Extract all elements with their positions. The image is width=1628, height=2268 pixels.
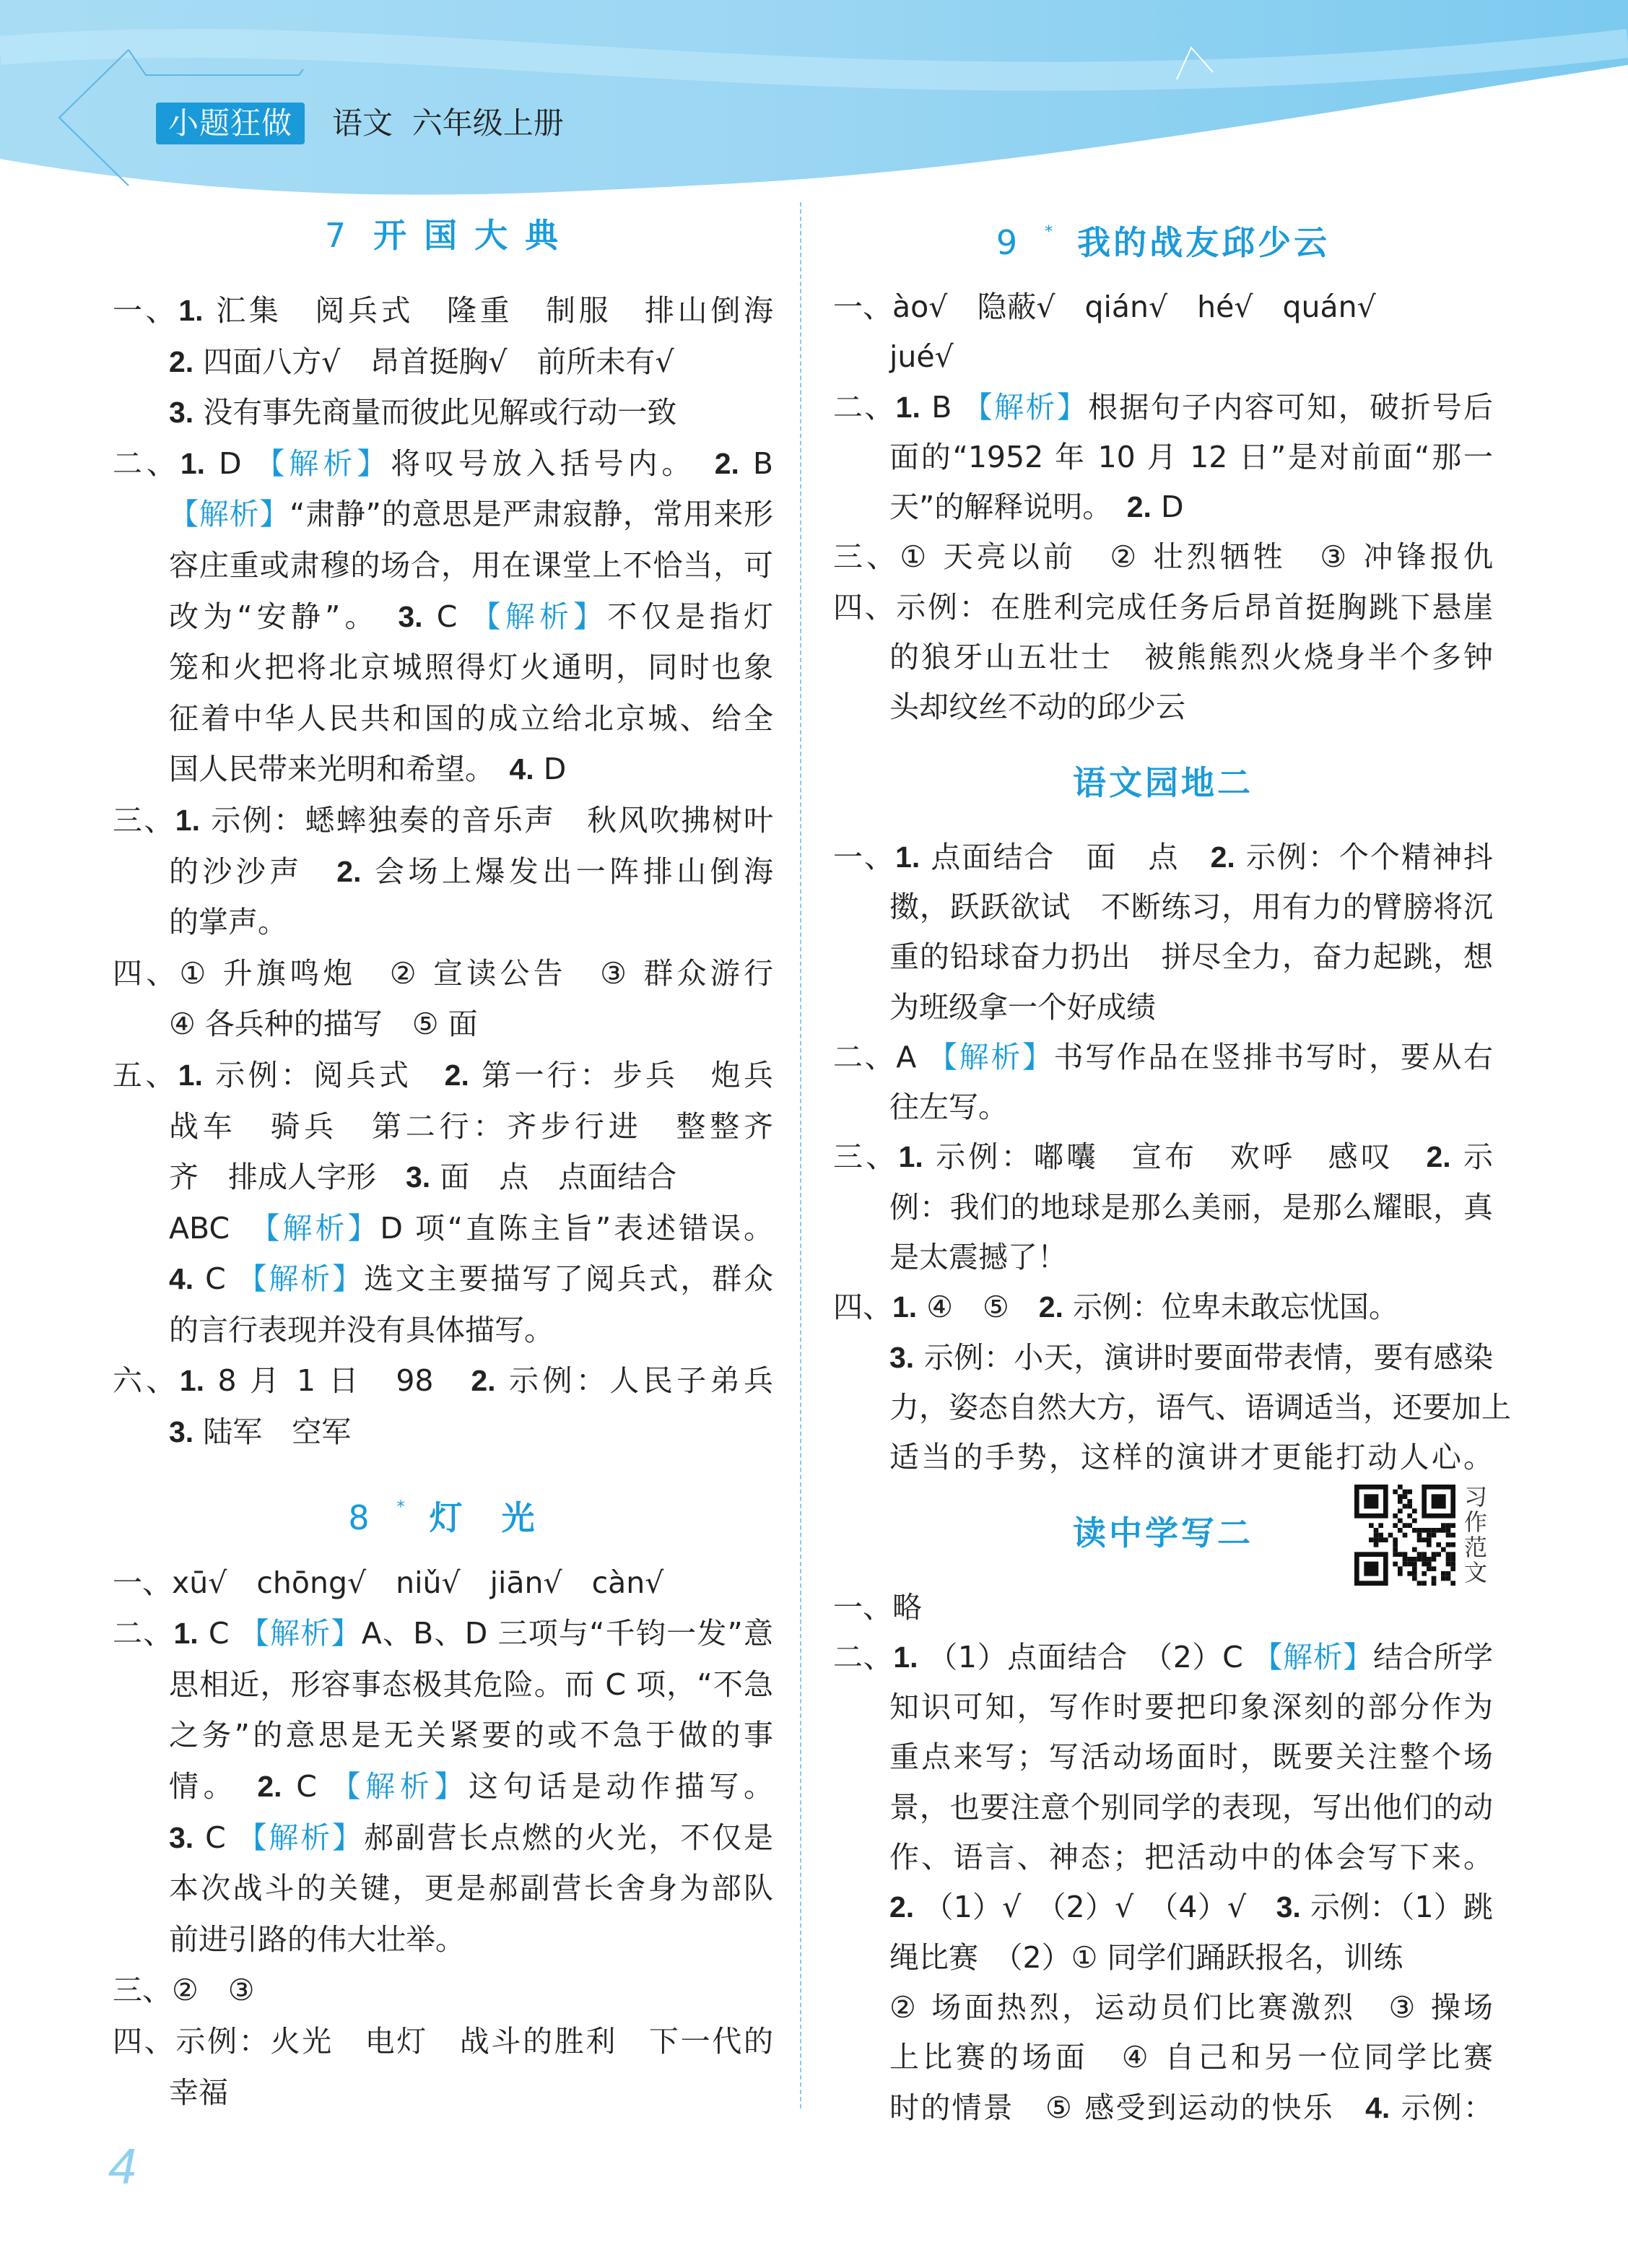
answer-text: 的狼牙山五壮士 被熊熊烈火烧身半个多钟 [889,640,1493,675]
answer-line [113,336,773,388]
answer-line [113,387,773,438]
question-number: 1. [175,803,200,837]
answer-text: 绳比赛 （2）① 同学们踊跃报名，训练 [889,1939,1403,1975]
answer-text: 例：我们的地球是那么美丽，是那么耀眼，真 [889,1189,1493,1225]
qr-label: 习作范文 [1463,1483,1487,1586]
question-number: 2. [257,1770,282,1804]
answer-text: 力，姿态自然大方，语气、语调适当，还要加上 [889,1389,1511,1425]
answer-line [833,583,1493,633]
answer-text: 重点来写；写活动场面时，既要关注整个场 [889,1739,1493,1775]
answer-text: 面 点 点面结合 [430,1160,677,1195]
answer-line [113,1965,773,2016]
answer-line [113,1254,773,1305]
answer-text: “肃静”的意思是严肃寂静，常用来形 [290,497,774,532]
answer-line [833,1732,1493,1782]
answer-line [113,1152,773,1203]
question-number: 2. [1210,840,1235,874]
answer-text: C [193,1820,238,1855]
answer-line [833,1583,1493,1633]
answer-line [833,1882,1493,1932]
right-column [833,183,1511,2133]
question-number: 1. [173,1617,199,1651]
answer-text: 天”的解释说明。 [889,490,1127,525]
qr-code-icon[interactable] [1354,1485,1455,1586]
answer-text: 三、② ③ [113,1973,255,2008]
answer-text: 之务”的意思是无关紧要的或不急于做的事 [169,1718,773,1753]
answer-text: 一、ào√ 隐蔽√ qián√ hé√ quán√ [833,290,1376,324]
answer-text: 示 [1450,1139,1494,1175]
analysis-tag: 【解析】 [255,446,391,481]
answer-line [113,1812,773,1864]
answer-text: 思相近，形容事态极其危险。而 C 项，“不急 [169,1667,773,1702]
answer-text: B [739,446,774,481]
answer-text: 前进引路的伟大壮举。 [169,1921,465,1957]
answer-line [113,1659,773,1711]
optional-star: * [396,1498,408,1516]
question-number: 1. [180,446,206,480]
answer-line [833,1082,1493,1132]
answer-text: 第一行：步兵 炮兵 [469,1057,773,1092]
answer-line [833,2033,1493,2082]
answer-text: 结合所学 [1373,1639,1493,1674]
question-number: 1. [895,840,920,874]
answer-line [113,1050,773,1101]
section-number: 7 [324,216,349,255]
answer-text: 征着中华人民共和国的成立给北京城、给全 [169,700,773,736]
answer-text: 的言行表现并没有具体描写。 [169,1312,554,1347]
analysis-tag: 【解析】 [237,1261,364,1297]
answer-text: 选文主要描写了阅兵式，群众 [363,1261,773,1297]
answer-text: 头却纹丝不动的邱少云 [889,690,1185,725]
answer-text: 适当的手势，这样的演讲才更能打动人心。 [889,1440,1493,1475]
answer-text: 汇集 阅兵式 隆重 制服 排山倒海 [203,293,773,328]
answer-text: 一、 [833,839,896,874]
answer-text: ABC [169,1210,266,1246]
answer-text: B [920,389,963,425]
answer-text: 示例：人民子弟兵 [495,1363,773,1399]
answer-line [833,1633,1493,1682]
answer-line [113,1203,773,1254]
answer-text: C [422,599,471,634]
answer-line [833,1783,1493,1833]
answer-text: 示例：（1）跳 [1300,1890,1493,1925]
answer-line [833,1983,1493,2033]
answer-line [113,1710,773,1761]
answer-text: 四、示例：在胜利完成任务后昂首挺胸跳下悬崖 [833,589,1493,625]
answer-text: 四、① 升旗鸣炮 ② 宣读公告 ③ 群众游行 [113,955,773,991]
answer-text: 时的情景 ⑤ 感受到运动的快乐 [889,2090,1366,2125]
answer-text: C [193,1261,238,1297]
section-heading [833,733,1493,833]
column-divider [800,202,801,2108]
answer-text: 不仅是指灯 [607,599,774,634]
question-number: 2. [714,446,739,480]
question-number: 4. [509,752,534,786]
answer-text: 四、 [833,1290,892,1325]
answer-line [833,1033,1493,1082]
answer-line [113,591,773,643]
question-number: 2. [1426,1140,1451,1174]
answer-line [833,882,1493,932]
section-title: 我的战友邱少云 [1077,223,1331,262]
answer-line [113,2067,773,2119]
answer-line [113,999,773,1050]
answer-line [833,983,1493,1033]
answer-line [113,1608,773,1659]
answer-text: 示例：个个精神抖 [1235,839,1493,874]
answer-text: 齐 排成人字形 [169,1160,406,1195]
answer-text: 根据句子内容可知，破折号后 [1088,389,1494,425]
answer-text: 示例： [1390,2090,1493,2125]
answer-line [113,438,773,490]
answer-text: 知识可知，写作时要把印象深刻的部分作为 [889,1690,1493,1725]
answer-text: 二、 [113,446,180,481]
answer-text: 战车 骑兵 第二行：齐步行进 整整齐 [169,1108,773,1144]
answer-text: 四面八方√ 昂首挺胸√ 前所未有√ [193,344,674,379]
section-heading [833,183,1493,282]
question-number: 1. [895,390,920,424]
section-title: 语文园地二 [1073,762,1253,802]
answer-line [833,1233,1493,1282]
answer-text: C [198,1616,240,1651]
answer-line [833,932,1493,982]
question-number: 2. [169,344,194,378]
question-number: 1. [892,1290,918,1324]
answer-line [833,433,1493,482]
section-title: 开 国 大 典 [373,216,562,255]
answer-line [113,489,773,540]
answer-text: 六、 [113,1363,180,1399]
answer-text: 面的“1952 年 10 月 12 日”是对前面“那一 [889,439,1493,474]
analysis-tag: 【解析】 [962,389,1089,425]
answer-line [833,1183,1493,1233]
answer-line [113,1914,773,1965]
answer-line [113,1101,773,1152]
answer-text: A、B、D 三项与“千钧一发”意 [361,1616,774,1651]
section-heading [113,186,773,285]
question-number: 3. [889,1340,915,1374]
answer-text: 是太震撼了！ [889,1240,1067,1275]
answer-text: C [282,1769,331,1804]
answer-text: 一、 [113,293,179,328]
answer-text: jué√ [889,339,954,375]
answer-line [113,948,773,999]
answer-text: 将叹号放入括号内。 [391,446,715,481]
answer-text: 本次战斗的关键，更是郝副营长舍身为部队 [169,1871,773,1906]
answer-text: D [1151,490,1184,525]
answer-text: 四、示例：火光 电灯 战斗的胜利 下一代的 [113,2024,773,2059]
answer-text: 一、略 [833,1589,922,1625]
answer-text: 示例：蟋蟀独奏的音乐声 秋风吹拂树叶 [199,802,774,838]
answer-line [113,897,773,948]
answer-line [113,1557,773,1609]
question-number: 1. [178,294,204,327]
section-number: 8 [348,1498,373,1537]
left-column [113,186,773,2118]
answer-text: （1）点面结合 （2）C [918,1639,1253,1674]
answer-text: 二、A [833,1039,928,1074]
answer-text: D 项“直陈主旨”表述错误。 [380,1210,774,1246]
answer-line [833,1333,1493,1383]
analysis-tag: 【解析】 [237,1820,364,1855]
question-number: 2. [889,1890,915,1924]
answer-text: 容庄重或肃穆的场合，用在课堂上不恰当，可 [169,547,773,583]
question-number: 3. [406,1160,431,1194]
analysis-tag: 【解析】 [239,1616,362,1651]
answer-line [833,833,1493,882]
answer-line [113,744,773,795]
answer-line [833,383,1493,433]
answer-text: 这句话是动作描写。 [469,1769,774,1804]
answer-line [113,540,773,591]
answer-text: 景，也要注意个别同学的表现，写出他们的动 [889,1789,1493,1825]
answer-line [833,332,1493,382]
answer-text: 没有事先商量而彼此见解或行动一致 [193,395,677,430]
answer-text: 会场上爆发出一阵排山倒海 [361,853,773,889]
answer-text: 三、 [833,1139,899,1175]
answer-line [113,2016,773,2067]
answer-text: 擞，跃跃欲试 不断练习，用有力的臂膀将沉 [889,889,1493,924]
answer-line [113,285,773,336]
answer-line [113,693,773,744]
question-number: 3. [1276,1890,1301,1924]
question-number: 4. [169,1262,194,1296]
analysis-tag: 【解析】 [169,497,290,532]
subject-grade-title: 语文 六年级上册 [332,105,564,141]
answer-line [833,1282,1493,1332]
section-title: 读中学写二 [1073,1513,1253,1552]
answer-text: ④ ⑤ [917,1290,1039,1325]
answer-line [113,1355,773,1407]
answer-text: 郝副营长点燃的火光，不仅是 [363,1820,773,1855]
question-number: 2. [336,854,362,888]
answer-line [833,2083,1493,2133]
answer-line [833,682,1493,732]
question-number: 2. [471,1364,496,1398]
answer-text: 笼和火把将北京城照得灯火通明，同时也象 [169,650,773,685]
question-number: 3. [169,1415,194,1449]
answer-text: 五、 [113,1057,178,1092]
question-number: 3. [169,396,194,430]
analysis-tag: 【解析】 [928,1039,1054,1074]
answer-text: 三、① 天亮以前 ② 壮烈牺牲 ③ 冲锋报仇 [833,539,1493,575]
answer-line [113,1305,773,1356]
page-number: 4 [108,2138,136,2194]
question-number: 1. [179,1364,205,1398]
answer-line [833,1132,1493,1182]
question-number: 4. [1365,2090,1390,2124]
answer-text: 为班级拿一个好成绩 [889,989,1156,1025]
answer-text: 重的铅球奋力扔出 拼尽全力，奋力起跳，想 [889,939,1493,975]
answer-line [833,633,1493,682]
answer-text: D [205,446,256,481]
answer-text: （1）√ （2）√ （4）√ [914,1890,1276,1925]
answer-line [833,482,1493,532]
answer-text: 二、 [833,1639,894,1674]
analysis-tag: 【解析】 [265,1210,380,1246]
answer-text: 作、语言、神态；把活动中的体会写下来。 [889,1840,1493,1875]
question-number: 1. [178,1058,203,1092]
answer-text: D [534,752,567,787]
answer-line [833,1833,1493,1882]
answer-text: 的掌声。 [169,905,287,940]
answer-text: 示例：位卑未敢忘忧国。 [1063,1290,1398,1325]
analysis-tag: 【解析】 [471,599,608,634]
answer-text: 示例：嘟囔 宣布 欢呼 感叹 [923,1139,1427,1175]
question-number: 1. [893,1640,918,1674]
answer-line [833,1383,1511,1433]
answer-line [833,532,1493,582]
answer-line [113,1863,773,1914]
answer-text: 的沙沙声 [169,853,337,889]
question-number: 3. [398,599,423,633]
answer-text: 三、 [113,802,175,838]
answer-line [113,795,773,846]
answer-line [113,846,773,898]
optional-star: * [1045,223,1056,241]
answer-line [833,282,1493,332]
answer-text: 情。 [169,1769,258,1804]
answer-text: 陆军 空军 [193,1415,352,1450]
answer-text: 改为“安静”。 [169,599,399,634]
series-tag: 小题狂做 [156,103,305,144]
answer-text: 国人民带来光明和希望。 [169,752,510,787]
answer-line [833,1933,1493,1983]
analysis-tag: 【解析】 [331,1769,469,1804]
answer-text: 点面结合 面 点 [920,839,1211,874]
analysis-tag: 【解析】 [1253,1639,1374,1674]
question-number: 2. [1038,1290,1063,1324]
section-heading [113,1458,773,1557]
answer-text: 示例：阅兵式 [202,1057,445,1092]
answer-text: ④ 各兵种的描写 ⑤ 面 [169,1007,478,1042]
answer-line [113,1407,773,1458]
answer-text: 上比赛的场面 ④ 自己和另一位同学比赛 [889,2040,1493,2075]
answer-text: ② 场面热烈，运动员们比赛激烈 ③ 操场 [889,1989,1493,2025]
question-number: 2. [444,1058,469,1092]
question-number: 3. [169,1820,194,1854]
section-title: 灯 光 [429,1498,538,1537]
answer-line [833,1433,1493,1482]
section-number: 9 [996,223,1021,262]
answer-line [113,642,773,693]
answer-text: 示例：小天，演讲时要面带表情，要有感染 [914,1339,1493,1375]
answer-text: 往左写。 [889,1090,1008,1125]
answer-text: 书写作品在竖排书写时，要从右 [1053,1039,1494,1074]
answer-text: 二、 [833,389,896,425]
answer-text: 二、 [113,1616,174,1651]
question-number: 2. [1126,490,1152,524]
answer-line [113,1761,773,1812]
answer-text: 8 月 1 日 98 [204,1363,471,1399]
question-number: 1. [898,1140,923,1174]
answer-text: 一、xū√ chōng√ niǔ√ jiān√ càn√ [113,1565,664,1600]
answer-line [833,1682,1493,1732]
answer-text: 幸福 [169,2074,228,2110]
